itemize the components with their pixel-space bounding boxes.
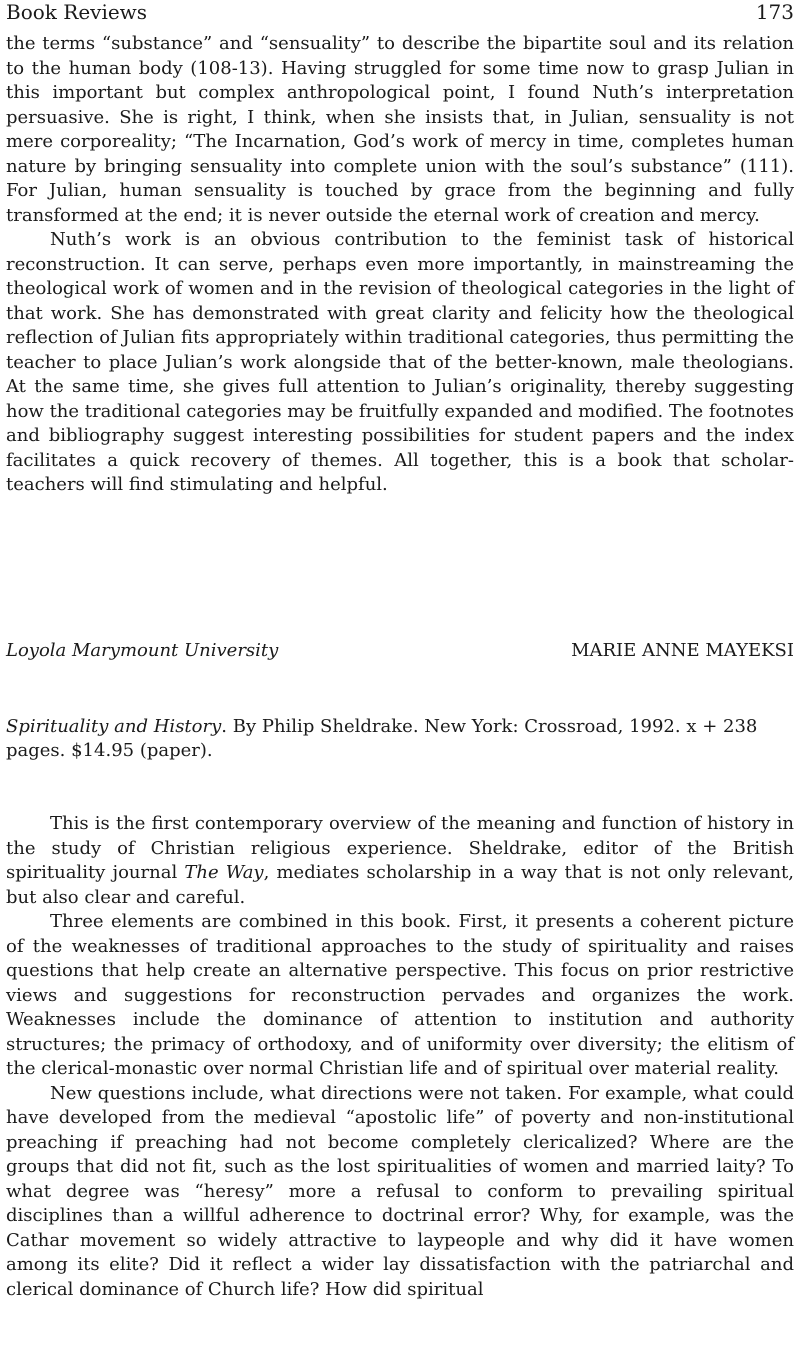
review-one-body <box>6 32 794 498</box>
review-one-signature <box>6 639 794 663</box>
citation-details: . By Philip Sheldrake. New York: Crossroad, 1992. x + 238 pages. $14.95 (paper). <box>6 716 758 761</box>
reviewer-name: MARIE ANNE MAYEKSI <box>571 640 794 661</box>
journal-title: The Way <box>184 862 264 883</box>
review-two-paragraph <box>6 812 794 910</box>
book-citation <box>6 715 794 763</box>
book-title: Spirituality and History <box>6 716 222 737</box>
review-two-paragraph: Three elements are combined in this book. First, it presents a coherent picture of the weaknesses of traditional approaches to the study of spirituality and raises questions that help create an alternative perspective. This focus on prior restrictive views and suggestions for reconstruction pervades and organizes the work. Weaknesses include the dominance of attention to institution and authority structures; the primacy of orthodoxy, and of uniformity over diversity; the elitism of the clerical-monastic over normal Christian life and of spiritual over material reality. <box>6 911 794 1079</box>
page-number: 173 <box>755 0 794 24</box>
paragraph-text: This is the first contemporary overview of the meaning and function of history in the study of Christian religious experience. Sheldrake, editor of the British spirituality journal <box>6 813 794 883</box>
reviewer-institution: Loyola Marymount University <box>6 640 279 661</box>
review-one-paragraph: Nuth’s work is an obvious contribution to the feminist task of historical reconstruction. It can serve, perhaps even more importantly, in mainstreaming the theological work of women and in the revision of theological categories in the light of that work. She has demonstrated with great clarity and felicity how the theological reflection of Julian fits appropriately within traditional categories, thus permitting the teacher to place Julian’s work alongside that of the better-known, male theologians. At the same time, she gives full attention to Julian’s originality, thereby suggesting how the traditional categories may be fruitfully expanded and modified. The footnotes and bibliography suggest interesting possibilities for student papers and the index facilitates a quick recovery of themes. All together, this is a book that scholar-teachers will find stimulating and helpful. <box>6 229 794 495</box>
section-title: Book Reviews <box>6 0 148 24</box>
review-two-paragraph: New questions include, what directions were not taken. For example, what could have developed from the medieval “apostolic life” of poverty and non-institutional preaching if preaching had not become completely clericalized? Where are the groups that did not fit, such as the lost spiritualities of women and married laity? To what degree was “heresy” more a refusal to conform to prevailing spiritual disciplines than a willful adherence to doctrinal error? Why, for example, was the Cathar movement so widely attractive to laypeople and why did it have women among its elite? Did it reflect a wider lay dissatisfaction with the patriarchal and clerical dominance of Church life? How did spiritual <box>6 1082 794 1300</box>
paragraph-text: , mediates scholarship in a way that is not only relevant, but also clear and careful. <box>6 862 794 908</box>
review-two-body <box>6 812 794 1302</box>
review-one-paragraph: the terms “substance” and “sensuality” to describe the bipartite soul and its relation to the human body (108-13). Having struggled for some time now to grasp Julian in this important but complex anthropological point, I found Nuth’s interpretation persuasive. She is right, I think, when she insists that, in Julian, sensuality is not mere corporeality; “The Incarnation, God’s work of mercy in time, completes human nature by bringing sensuality into complete union with the soul’s substance” (111). For Julian, human sensuality is touched by grace from the beginning and fully transformed at the end; it is never outside the eternal work of creation and mercy. <box>6 33 794 226</box>
running-header <box>6 0 794 24</box>
